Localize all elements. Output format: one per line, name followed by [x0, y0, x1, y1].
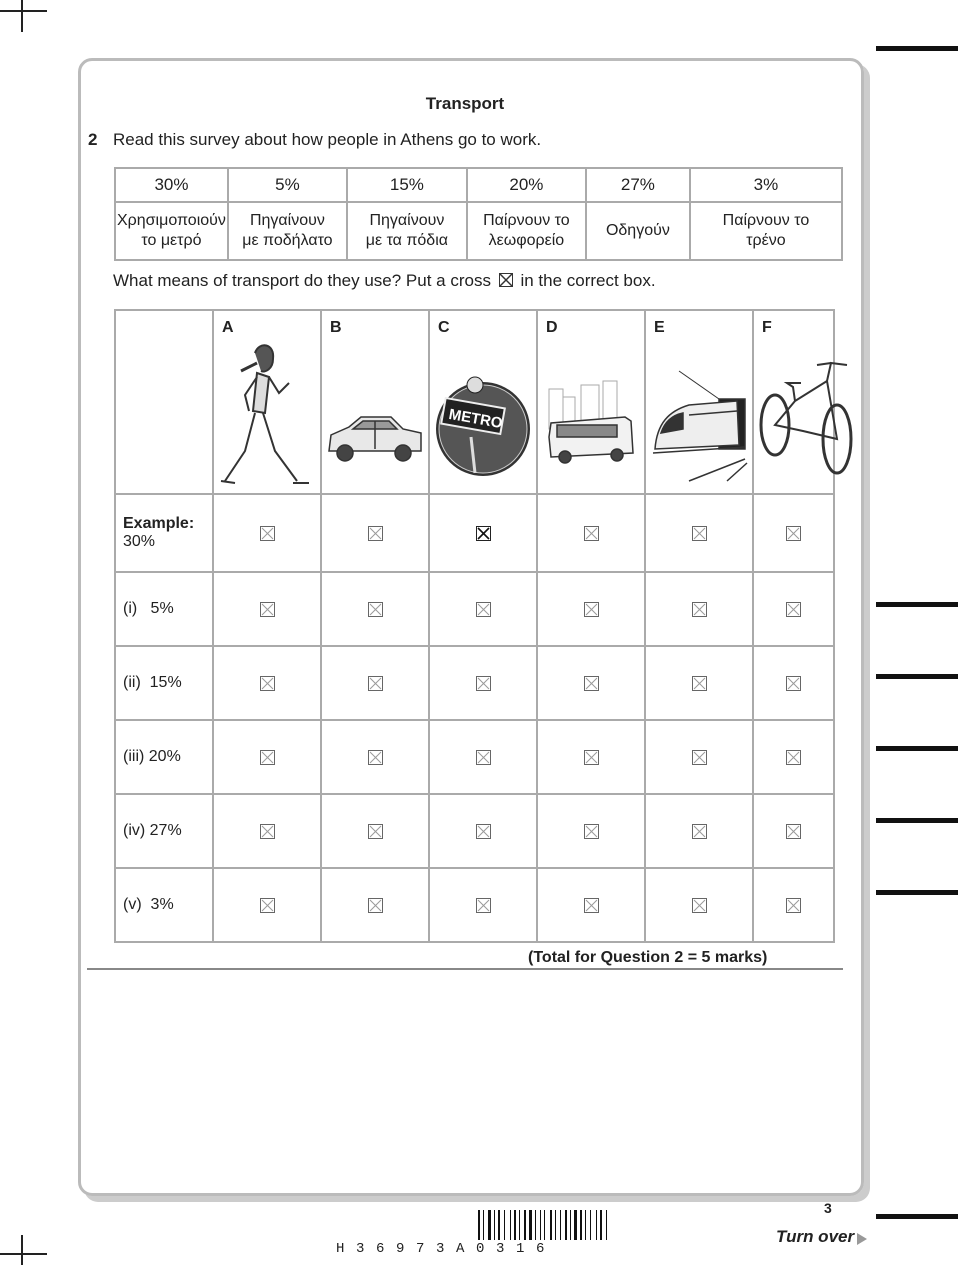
answer-grid	[114, 309, 835, 943]
crop-mark	[15, 1253, 47, 1255]
answer-checkbox[interactable]	[368, 526, 383, 541]
crop-mark	[0, 10, 15, 12]
answer-cell	[429, 646, 537, 720]
option-F	[753, 310, 834, 494]
answer-checkbox[interactable]	[692, 526, 707, 541]
barcode-bar	[535, 1210, 536, 1240]
survey-greek-cell	[347, 202, 467, 260]
survey-greek-cell	[690, 202, 842, 260]
answer-checkbox[interactable]	[692, 824, 707, 839]
margin-bar	[876, 46, 958, 51]
option-D	[537, 310, 645, 494]
page-number: 3	[824, 1200, 832, 1216]
answer-cell	[321, 720, 429, 794]
answer-cell	[429, 494, 537, 572]
answer-cell	[753, 720, 834, 794]
barcode-bar	[600, 1210, 602, 1240]
greek-line: με ποδήλατο	[242, 232, 333, 249]
example-value: 30%	[123, 533, 156, 550]
answer-row	[115, 720, 834, 794]
margin-bar	[876, 818, 958, 823]
row-label: (ii) 15%	[115, 646, 213, 720]
survey-greek-cell	[115, 202, 228, 260]
answer-checkbox[interactable]	[692, 750, 707, 765]
answer-row	[115, 794, 834, 868]
margin-bar	[876, 602, 958, 607]
answer-checkbox[interactable]	[584, 526, 599, 541]
example-label-cell	[115, 494, 213, 572]
answer-cell	[537, 572, 645, 646]
survey-table	[114, 167, 843, 261]
answer-checkbox[interactable]	[786, 676, 801, 691]
cross-box-icon	[499, 273, 513, 287]
answer-cell	[537, 868, 645, 942]
answer-cell	[753, 868, 834, 942]
total-marks: (Total for Question 2 = 5 marks)	[528, 949, 768, 966]
survey-percent: 27%	[586, 168, 690, 202]
answer-cell	[429, 572, 537, 646]
answer-cell	[753, 572, 834, 646]
answer-checkbox[interactable]	[476, 602, 491, 617]
survey-percent: 3%	[690, 168, 842, 202]
greek-line: Παίρνουν το	[483, 212, 570, 229]
answer-checkbox[interactable]	[692, 676, 707, 691]
question-number: 2	[88, 130, 98, 149]
barcode-bar	[494, 1210, 495, 1240]
option-A	[213, 310, 321, 494]
answer-checkbox[interactable]	[368, 750, 383, 765]
barcode-bar	[565, 1210, 567, 1240]
survey-percent: 20%	[467, 168, 586, 202]
option-letter: A	[222, 319, 234, 336]
answer-cell	[645, 720, 753, 794]
answer-cell	[537, 794, 645, 868]
survey-percent-row	[115, 168, 842, 202]
answer-checkbox[interactable]	[786, 824, 801, 839]
barcode-bar	[483, 1210, 484, 1240]
answer-checkbox[interactable]	[260, 824, 275, 839]
answer-cell	[321, 572, 429, 646]
barcode-bar	[596, 1210, 597, 1240]
answer-cell	[321, 494, 429, 572]
crop-mark	[15, 10, 47, 12]
crop-mark	[21, 0, 23, 32]
survey-percent: 5%	[228, 168, 347, 202]
answer-cell	[213, 646, 321, 720]
answer-checkbox[interactable]	[368, 602, 383, 617]
answer-cell	[321, 646, 429, 720]
answer-row	[115, 646, 834, 720]
answer-checkbox[interactable]	[786, 602, 801, 617]
barcode-bar	[514, 1210, 516, 1240]
answer-cell	[213, 720, 321, 794]
barcode-bar	[498, 1210, 500, 1240]
answer-checkbox[interactable]	[368, 676, 383, 691]
row-label: (v) 3%	[115, 868, 213, 942]
answer-cell	[645, 572, 753, 646]
answer-cell	[537, 646, 645, 720]
answer-cell	[645, 494, 753, 572]
question-text: Read this survey about how people in Athens go to work.	[113, 130, 542, 149]
margin-bar	[876, 674, 958, 679]
answer-checkbox[interactable]	[260, 526, 275, 541]
greek-line: με τα πόδια	[365, 232, 449, 249]
margin-bar	[876, 746, 958, 751]
barcode-bar	[519, 1210, 520, 1240]
greek-line: Παίρνουν το	[722, 212, 810, 229]
answer-checkbox[interactable]	[786, 898, 801, 913]
example-row	[115, 494, 834, 572]
option-letter: D	[546, 319, 558, 336]
survey-greek-row	[115, 202, 842, 260]
survey-greek-cell	[586, 202, 690, 260]
answer-checkbox[interactable]	[476, 750, 491, 765]
barcode-bar	[555, 1210, 556, 1240]
blank-cell	[115, 310, 213, 494]
barcode-bar	[560, 1210, 561, 1240]
answer-checkbox[interactable]	[368, 824, 383, 839]
barcode-bar	[585, 1210, 586, 1240]
bus-icon	[541, 341, 641, 491]
barcode-bar	[590, 1210, 591, 1240]
margin-bar	[876, 1214, 958, 1219]
crop-mark	[0, 1253, 15, 1255]
option-letter: C	[438, 319, 450, 336]
greek-line: λεωφορείο	[488, 232, 565, 249]
answer-checkbox[interactable]	[584, 602, 599, 617]
barcode-bar	[570, 1210, 571, 1240]
answer-cell	[537, 720, 645, 794]
greek-line: Πηγαίνουν	[369, 212, 445, 229]
survey-greek-cell	[228, 202, 347, 260]
total-separator	[87, 968, 843, 970]
answer-checkbox[interactable]	[260, 676, 275, 691]
barcode-bar	[580, 1210, 582, 1240]
answer-checkbox-crossed[interactable]	[476, 526, 491, 541]
answer-cell	[321, 794, 429, 868]
row-label: (iv) 27%	[115, 794, 213, 868]
barcode-bar	[524, 1210, 526, 1240]
answer-cell	[753, 794, 834, 868]
page-title: Transport	[425, 94, 505, 113]
greek-line: το μετρό	[141, 232, 202, 249]
barcode-bar	[478, 1210, 480, 1240]
barcode-bar	[574, 1210, 577, 1240]
option-letter: E	[654, 319, 665, 336]
answer-checkbox[interactable]	[692, 602, 707, 617]
answer-cell	[645, 868, 753, 942]
answer-checkbox[interactable]	[584, 676, 599, 691]
bicycle-icon	[757, 341, 857, 491]
row-label: (i) 5%	[115, 572, 213, 646]
metro-sign-icon	[433, 341, 533, 491]
margin-bar	[876, 890, 958, 895]
answer-checkbox[interactable]	[584, 824, 599, 839]
instruction-text: in the correct box.	[520, 271, 656, 290]
example-label: Example:	[123, 515, 195, 532]
answer-cell	[753, 646, 834, 720]
answer-cell	[213, 794, 321, 868]
answer-checkbox[interactable]	[692, 898, 707, 913]
answer-checkbox[interactable]	[260, 602, 275, 617]
answer-checkbox[interactable]	[260, 898, 275, 913]
answer-checkbox[interactable]	[584, 898, 599, 913]
barcode-bar	[488, 1210, 491, 1240]
greek-line: Οδηγούν	[605, 222, 670, 239]
crop-mark	[21, 1235, 23, 1265]
answer-row	[115, 868, 834, 942]
barcode-bar	[529, 1210, 532, 1240]
answer-checkbox[interactable]	[476, 898, 491, 913]
barcode-text: H36973A0316	[336, 1241, 557, 1257]
answer-checkbox[interactable]	[584, 750, 599, 765]
answer-cell	[213, 572, 321, 646]
greek-line: Χρησιμοποιούν	[117, 212, 226, 229]
option-B	[321, 310, 429, 494]
greek-line: Πηγαίνουν	[249, 212, 325, 229]
option-header-row	[115, 310, 834, 494]
answer-row	[115, 572, 834, 646]
answer-cell	[213, 868, 321, 942]
answer-checkbox[interactable]	[260, 750, 275, 765]
answer-cell	[645, 794, 753, 868]
barcode-bar	[606, 1210, 607, 1240]
answer-cell	[645, 646, 753, 720]
train-icon	[649, 341, 749, 491]
option-letter: B	[330, 319, 342, 336]
answer-cell	[537, 494, 645, 572]
instruction	[113, 271, 656, 291]
answer-cell	[429, 794, 537, 868]
barcode-bar	[544, 1210, 545, 1240]
row-label: (iii) 20%	[115, 720, 213, 794]
turn-over-label: Turn over	[776, 1227, 855, 1246]
answer-checkbox[interactable]	[368, 898, 383, 913]
option-C	[429, 310, 537, 494]
answer-cell	[321, 868, 429, 942]
answer-cell	[429, 720, 537, 794]
turn-over-arrow-icon	[857, 1233, 867, 1245]
answer-cell	[213, 494, 321, 572]
option-letter: F	[762, 319, 772, 336]
answer-checkbox[interactable]	[786, 526, 801, 541]
svg-text:METRO: METRO	[447, 405, 504, 433]
answer-cell	[753, 494, 834, 572]
greek-line: τρένο	[746, 232, 786, 249]
survey-greek-cell	[467, 202, 586, 260]
answer-checkbox[interactable]	[476, 676, 491, 691]
option-E	[645, 310, 753, 494]
survey-percent: 30%	[115, 168, 228, 202]
barcode-bar	[550, 1210, 552, 1240]
barcode	[478, 1210, 630, 1240]
barcode-bar	[504, 1210, 505, 1240]
barcode-bar	[540, 1210, 541, 1240]
answer-checkbox[interactable]	[786, 750, 801, 765]
car-icon	[325, 341, 425, 491]
answer-cell	[429, 868, 537, 942]
barcode-bar	[510, 1210, 511, 1240]
walking-woman-icon	[217, 341, 317, 491]
answer-checkbox[interactable]	[476, 824, 491, 839]
instruction-text: What means of transport do they use? Put a cross	[113, 271, 491, 290]
survey-percent: 15%	[347, 168, 467, 202]
